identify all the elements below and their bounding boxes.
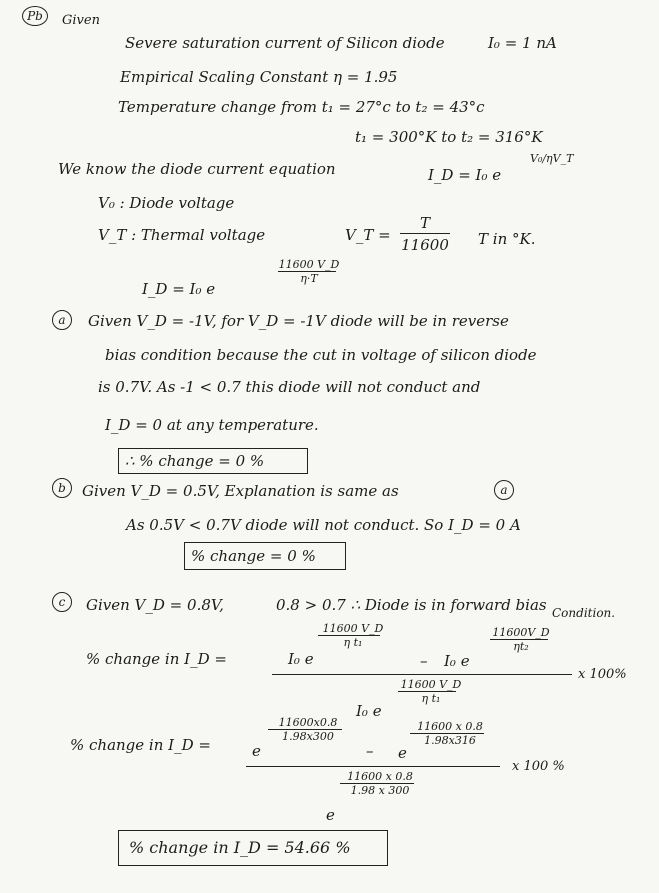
pct-change-label-2: % change in I_D = (70, 736, 211, 754)
n2-minus: – (366, 742, 374, 760)
given-line1: Severe saturation current of Silicon diode (125, 34, 445, 52)
equation-exponent: V₀/ηV_T (530, 152, 574, 165)
part-label: Pb (27, 9, 43, 23)
num-exp2-top: 11600V_D (492, 626, 550, 639)
n2-exp1-top: 11600x0.8 (278, 716, 338, 729)
n2-exp2-bot: 1.98x316 (424, 734, 476, 748)
den-exp1 (398, 678, 464, 705)
d2-exp (340, 770, 420, 797)
num-term1: I₀ e (288, 650, 314, 668)
part-a-result: ∴ % change = 0 % (125, 452, 265, 470)
part-a-marker: a (52, 310, 72, 330)
vt-note: T in °K. (478, 230, 536, 248)
n2-exp2 (410, 720, 490, 747)
part-b-result: % change = 0 % (191, 547, 316, 565)
num-exp1 (318, 622, 388, 649)
fraction-bar-1 (272, 674, 572, 675)
vt-definition: V_T : Thermal voltage (98, 226, 266, 244)
vd-definition: V₀ : Diode voltage (98, 194, 235, 212)
id2-exp-den: η·T (300, 272, 318, 286)
part-b-line1: Given V_D = 0.5V, Explanation is same as (82, 482, 399, 500)
den-exp1-top: 11600 V_D (400, 678, 462, 691)
n2-exp2-top: 11600 x 0.8 (417, 720, 483, 733)
num-exp1-top: 11600 V_D (322, 622, 384, 635)
den-term1: I₀ e (356, 702, 382, 720)
final-result: % change in I_D = 54.66 % (129, 838, 351, 857)
equation-intro: We know the diode current equation (58, 160, 336, 178)
d2-exp-bot: 1.98 x 300 (350, 784, 410, 798)
part-a-result-box (118, 448, 308, 474)
part-b-result-box (184, 542, 346, 570)
part-b-ref: a (494, 480, 514, 500)
final-result-box (118, 830, 388, 866)
part-a-line3: is 0.7V. As -1 < 0.7 this diode will not conduct and (98, 378, 481, 396)
n2-e2: e (398, 744, 407, 762)
equation-main: I_D = I₀ e (428, 166, 502, 184)
times-100-1: x 100% (578, 667, 627, 682)
num-exp1-bot: η t₁ (343, 636, 363, 650)
part-b-marker: b (52, 478, 72, 498)
part-c-marker: c (52, 592, 72, 612)
part-c-line1c: Condition. (552, 606, 616, 620)
vt-equation-lhs: V_T = (345, 226, 391, 244)
part-label-circle (22, 6, 48, 26)
num-exp2 (490, 626, 552, 653)
part-c-line1b: 0.8 > 0.7 ∴ Diode is in forward bias (276, 596, 547, 614)
num-term2: I₀ e (444, 652, 470, 670)
times-100-2: x 100 % (512, 759, 565, 774)
part-a-line1: Given V_D = -1V, for V_D = -1V diode will be in reverse (88, 312, 509, 330)
given-label: Given (62, 13, 100, 28)
vt-fraction (400, 214, 450, 254)
given-line3: Temperature change from t₁ = 27°c to t₂ = 43°c (118, 98, 485, 116)
id-equation-2: I_D = I₀ e (142, 280, 216, 298)
n2-exp1-bot: 1.98x300 (282, 730, 334, 744)
vt-denominator: 11600 (401, 236, 449, 255)
den-exp1-bot: η t₁ (421, 692, 441, 706)
given-line1-value: I₀ = 1 nA (488, 34, 557, 52)
d2-e: e (326, 806, 335, 824)
part-a-line4: I_D = 0 at any temperature. (105, 416, 319, 434)
given-line4: t₁ = 300°K to t₂ = 316°K (355, 128, 543, 146)
part-a-line2: bias condition because the cut in voltage of silicon diode (105, 346, 537, 364)
n2-exp1 (268, 716, 348, 743)
vt-numerator: T (419, 214, 430, 232)
num-minus: – (420, 652, 428, 670)
pct-change-label-1: % change in I_D = (86, 650, 227, 668)
n2-e1: e (252, 742, 261, 760)
d2-exp-top: 11600 x 0.8 (347, 770, 413, 783)
given-line2: Empirical Scaling Constant η = 1.95 (120, 68, 398, 86)
id2-exponent (278, 258, 340, 285)
fraction-bar-2 (246, 766, 500, 767)
part-c-line1: Given V_D = 0.8V, (86, 596, 224, 614)
part-b-line2: As 0.5V < 0.7V diode will not conduct. So I_D = 0 A (126, 516, 521, 534)
num-exp2-bot: ηt₂ (513, 640, 529, 654)
id2-exp-num: 11600 V_D (278, 258, 340, 271)
vt-fraction-bar (400, 233, 450, 234)
